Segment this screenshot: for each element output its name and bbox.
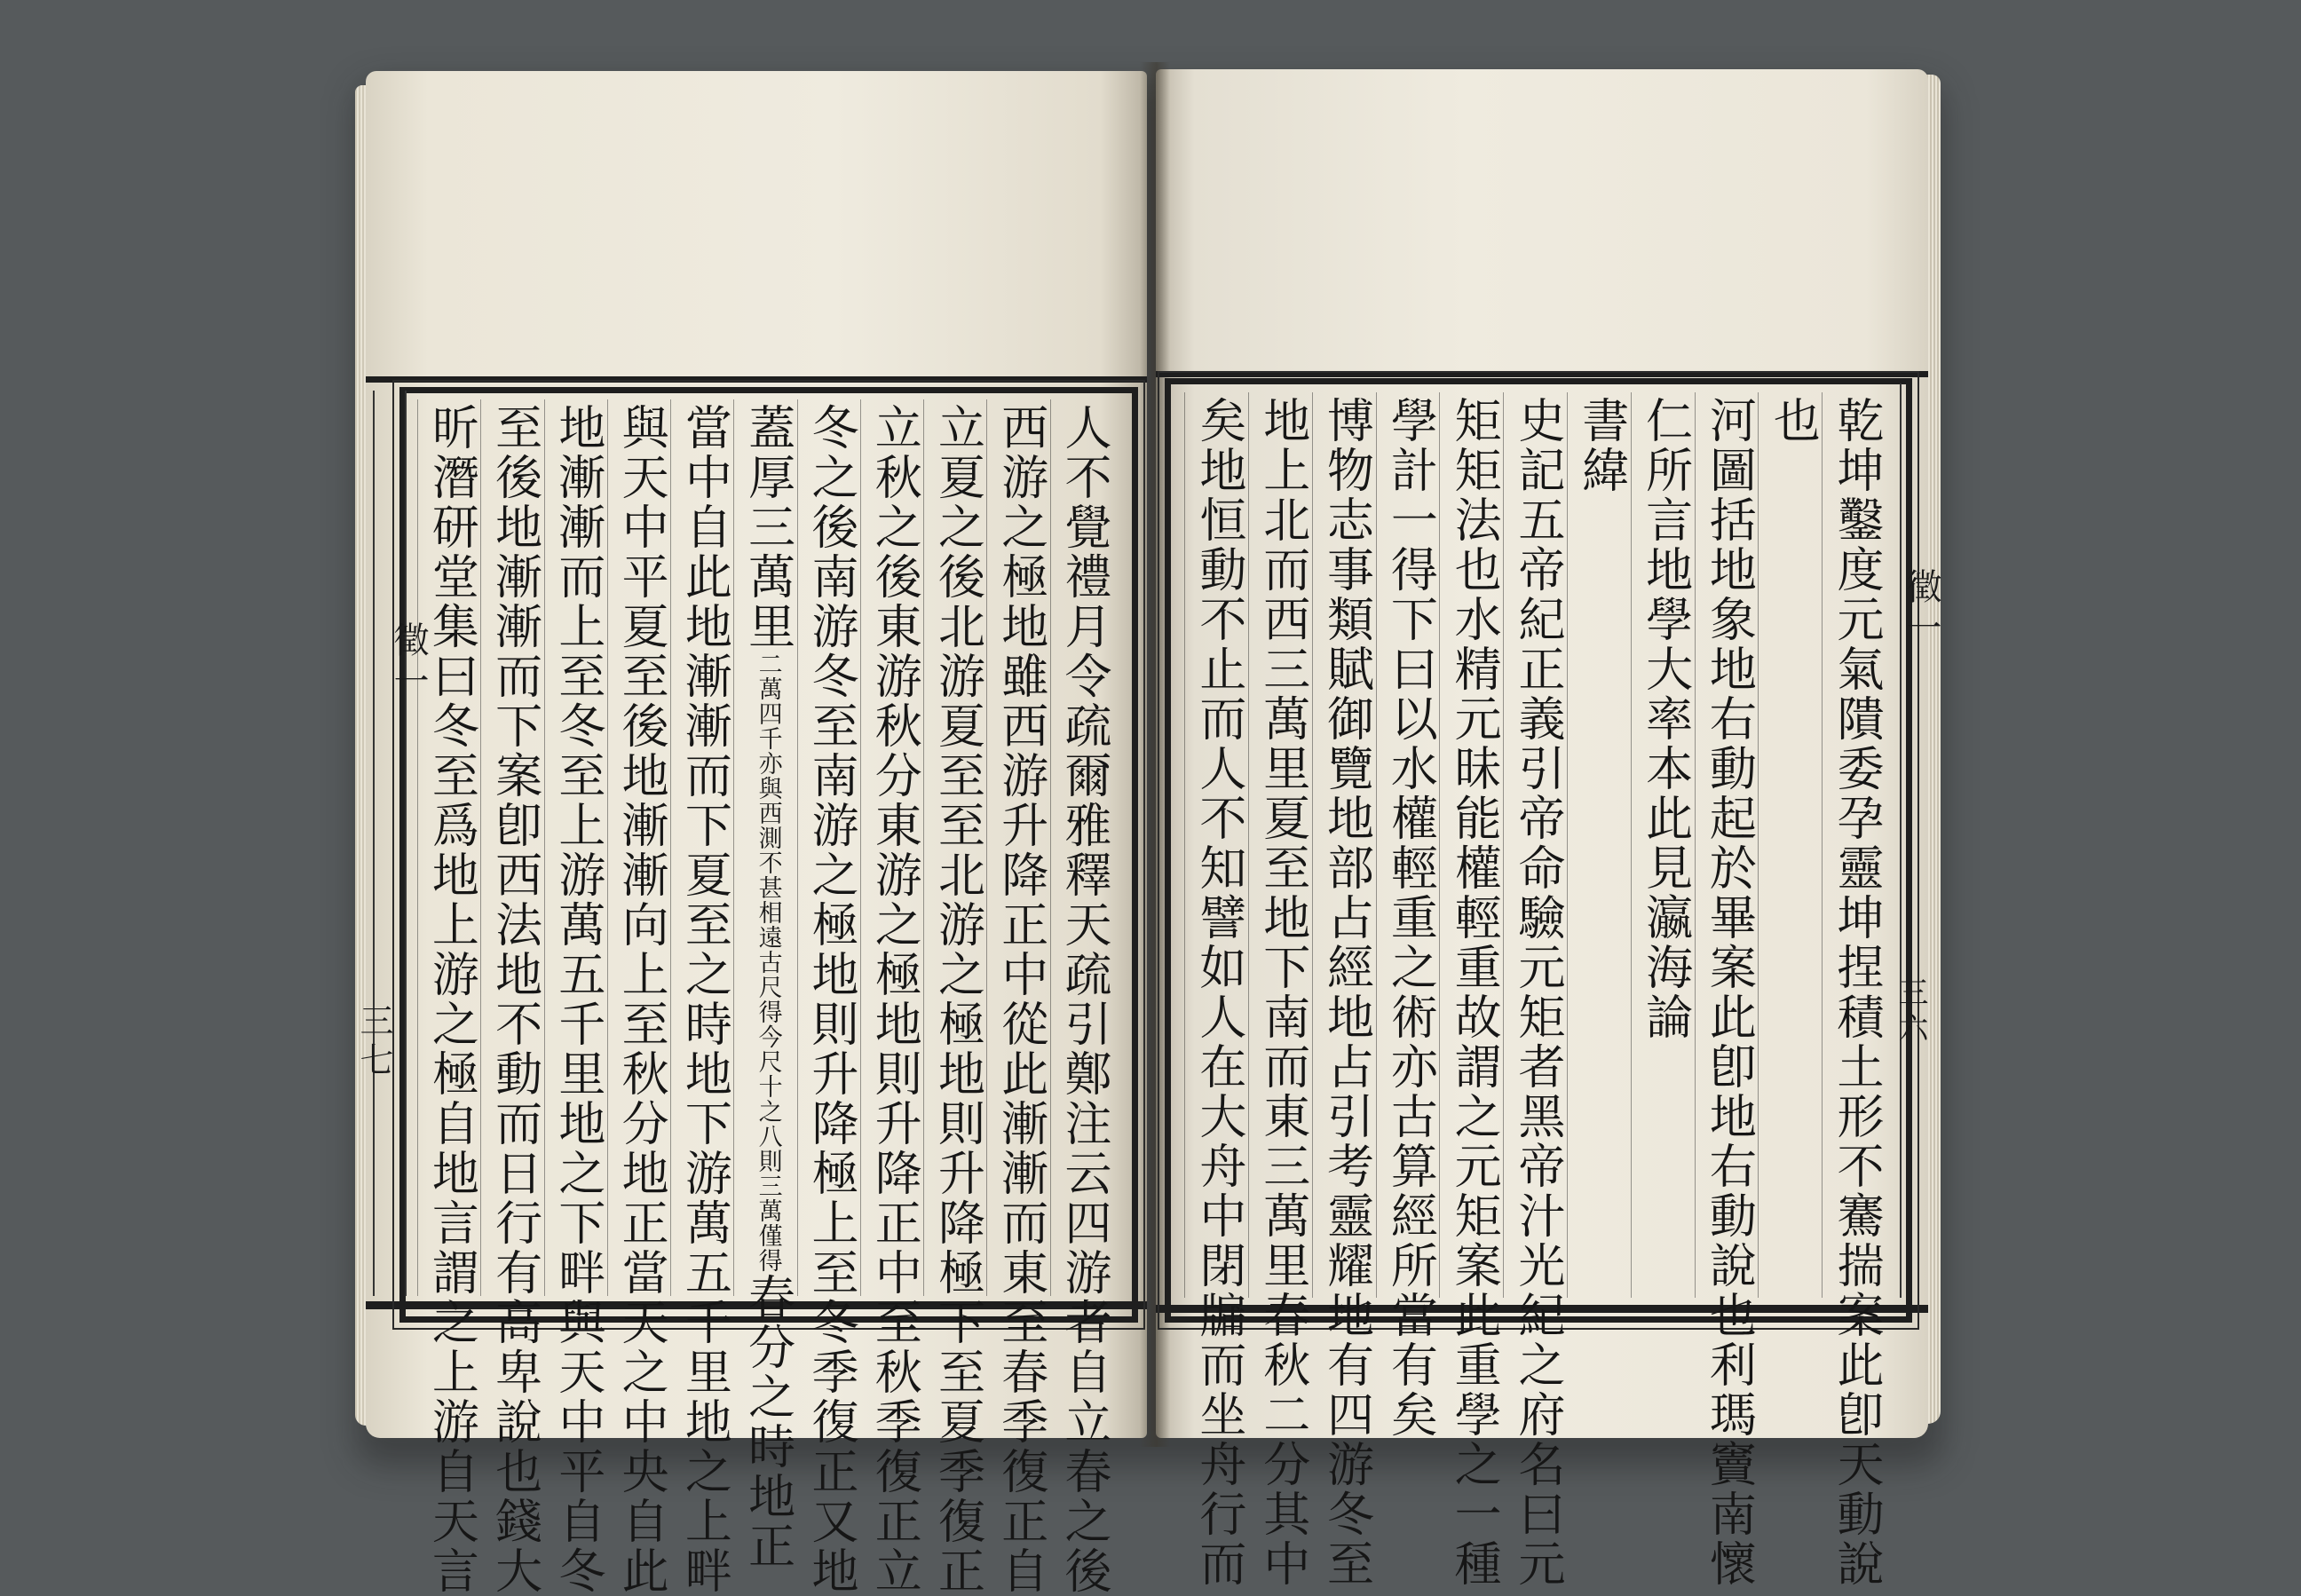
text-column: 昕潛研堂集曰冬至爲地上游之極自地言謂之上游自天言	[417, 399, 480, 1296]
text-column: 史記五帝紀正義引帝命驗元矩者黑帝汁光紀之府名曰元	[1503, 392, 1567, 1298]
annotation-note: 二萬四千亦與西測不甚相遠古尺得今尺十之八則三萬僅得	[754, 652, 782, 1273]
right-top-rule	[1156, 371, 1928, 377]
text-column: 地漸漸而上至冬至上游萬五千里地之下畔與天中平自冬	[544, 399, 607, 1296]
text-column: 乾坤鑿度元氣隤委孕靈坤捏積土形不騫揣案此卽天動說	[1822, 392, 1886, 1298]
right-page-number: 三六	[1893, 976, 1928, 1047]
left-text-columns	[417, 399, 1113, 1596]
text-column: 河圖括地象地右動起於畢案此卽地右動說也利瑪竇南懷	[1695, 392, 1759, 1298]
text-column: 人不覺禮月令疏爾雅釋天疏引鄭注云四游者自立春之後	[1050, 399, 1113, 1296]
left-top-rule	[366, 376, 1147, 383]
text-column: 至後地漸漸而下案卽西法地不動而日行有高卑說也錢大	[480, 399, 543, 1296]
text-column: 仁所言地學大率本此見瀛海論	[1631, 392, 1695, 1298]
text-column: 西游之極地雖西游升降正中從此漸漸而東至春季復正自	[986, 399, 1049, 1296]
text-column: 立秋之後東游秋分東游之極地則升降正中至秋季復正立	[860, 399, 923, 1296]
left-page-number: 三七	[354, 1003, 393, 1081]
text-column: 冬之後南游冬至南游之極地則升降極上至冬季復正又地	[797, 399, 860, 1296]
text-column: 學計一得下曰以水權輕重之術亦古算經所當有矣	[1376, 392, 1440, 1298]
text-column: 矩矩法也水精元昧能權輕重故謂之元矩案此重學之一種	[1439, 392, 1503, 1298]
text-column: 立夏之後北游夏至至北游之極地則升降極下至夏季復正	[923, 399, 986, 1296]
right-text-columns	[1184, 392, 1886, 1589]
text-column: 矣地恒動不止而人不知譬如人在大舟中閉牖而坐舟行而	[1184, 392, 1248, 1298]
right-margin-label: 徵一	[1901, 568, 1941, 650]
left-margin-label: 徵一	[388, 621, 429, 703]
text-column: 當中自此地漸漸而下夏至之時地下游萬五千里地之上畔	[670, 399, 733, 1296]
right-banxin	[1900, 383, 1926, 1298]
text-column: 也	[1758, 392, 1822, 1298]
text-column: 與天中平夏至後地漸漸向上至秋分地正當天之中央自此	[607, 399, 670, 1296]
text-column: 博物志事類賦御覽地部占經地占引考靈耀地有四游冬至	[1312, 392, 1376, 1298]
left-banxin	[373, 391, 407, 1296]
text-column: 蓋厚三萬里二萬四千亦與西測不甚相遠古尺得今尺十之八則三萬僅得春分之時地正	[733, 399, 796, 1296]
text-column: 地上北而西三萬里夏至地下南而東三萬里春秋二分其中	[1248, 392, 1312, 1298]
text-column: 書緯	[1567, 392, 1631, 1298]
